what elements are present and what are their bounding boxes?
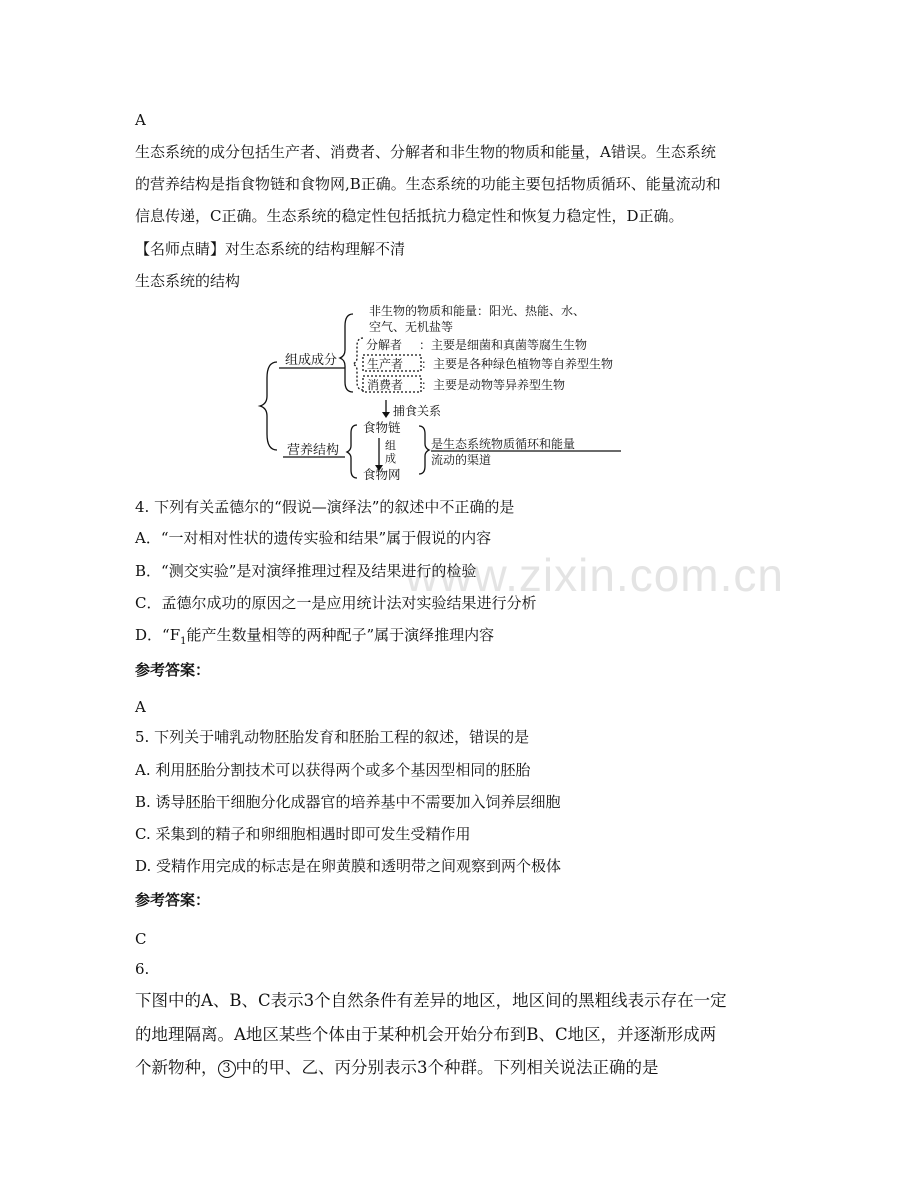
composition-label: 组成成分 [285, 353, 338, 368]
q4-option-d: D．“$F_1$能产生数量相等的两种配子”属于演绎推理内容 [135, 626, 495, 647]
producer-label: 生产者 [367, 357, 404, 371]
q4-stem: 4. 下列有关孟德尔的“假说—演绎法”的叙述中不正确的是 [135, 498, 515, 516]
constitute-char-1: 组 [385, 439, 396, 452]
q5-answer: C [135, 930, 147, 948]
ecosystem-structure-diagram [255, 298, 675, 488]
q6-line-3: 个新物种， 3 中的甲、乙、丙分别表示3个种群。下列相关说法正确的是 [135, 1058, 659, 1077]
predation-label: 捕食关系 [393, 404, 442, 418]
q3-structure-title: 生态系统的结构 [135, 272, 241, 290]
q4-option-b: B．“测交实验”是对演绎推理过程及结果进行的检验 [135, 562, 477, 580]
q6-line-2: 的地理隔离。A地区某些个体由于某种机会开始分布到B、C地区，并逐渐形成两 [135, 1025, 717, 1044]
q5-answer-label: 参考答案： [135, 891, 211, 909]
q3-answer: A [135, 111, 146, 129]
food-chain-label: 食物链 [363, 420, 401, 435]
channel-line-1: 是生态系统物质循环和能量 [431, 437, 576, 451]
decomposer-desc: ：主要是细菌和真菌等腐生生物 [419, 338, 588, 352]
q3-explanation-line-2: 的营养结构是指食物链和食物网,B正确。生态系统的功能主要包括物质循环、能量流动和 [135, 175, 721, 193]
q3-tip: 【名师点睛】对生态系统的结构理解不清 [135, 240, 406, 258]
consumer-label: 消费者 [367, 378, 404, 392]
q5-option-d: D. 受精作用完成的标志是在卵黄膜和透明带之间观察到两个极体 [135, 857, 562, 875]
channel-line-2: 流动的渠道 [431, 453, 492, 467]
q4-option-a: A．“一对相对性状的遗传实验和结果”属于假说的内容 [135, 529, 492, 547]
q3-explanation-line-3: 信息传递，C正确。生态系统的稳定性包括抵抗力稳定性和恢复力稳定性，D正确。 [135, 207, 684, 225]
abiotic-line-1: 非生物的物质和能量：阳光、热能、水、 [369, 304, 586, 318]
q5-stem: 5. 下列关于哺乳动物胚胎发育和胚胎工程的叙述，错误的是 [135, 728, 530, 746]
q5-option-c: C. 采集到的精子和卵细胞相遇时即可发生受精作用 [135, 825, 471, 843]
decomposer-label: 分解者 [366, 338, 403, 352]
food-web-label: 食物网 [363, 467, 401, 482]
subscript: 1 [180, 636, 187, 647]
q5-option-a: A. 利用胚胎分割技术可以获得两个或多个基因型相同的胚胎 [135, 761, 531, 779]
watermark: www.zixin.com.cn [405, 549, 784, 601]
q6-number: 6. [135, 960, 150, 978]
circled-number: 3 [218, 1060, 236, 1078]
q6-line-1: 下图中的A、B、C表示3个自然条件有差异的地区，地区间的黑粗线表示存在一定 [135, 991, 727, 1010]
trophic-label: 营养结构 [287, 443, 340, 458]
consumer-desc: ：主要是动物等异养型生物 [421, 378, 566, 392]
q4-answer-label: 参考答案： [135, 661, 211, 679]
abiotic-line-2: 空气、无机盐等 [369, 320, 454, 334]
q4-answer: A [135, 698, 146, 716]
q3-explanation-line-1: 生态系统的成分包括生产者、消费者、分解者和非生物的物质和能量，A错误。生态系统 [135, 143, 716, 161]
producer-desc: ：主要是各种绿色植物等自养型生物 [421, 357, 614, 371]
constitute-char-2: 成 [385, 452, 396, 465]
q4-option-c: C．孟德尔成功的原因之一是应用统计法对实验结果进行分析 [135, 594, 537, 612]
q5-option-b: B. 诱导胚胎干细胞分化成器官的培养基中不需要加入饲养层细胞 [135, 793, 561, 811]
